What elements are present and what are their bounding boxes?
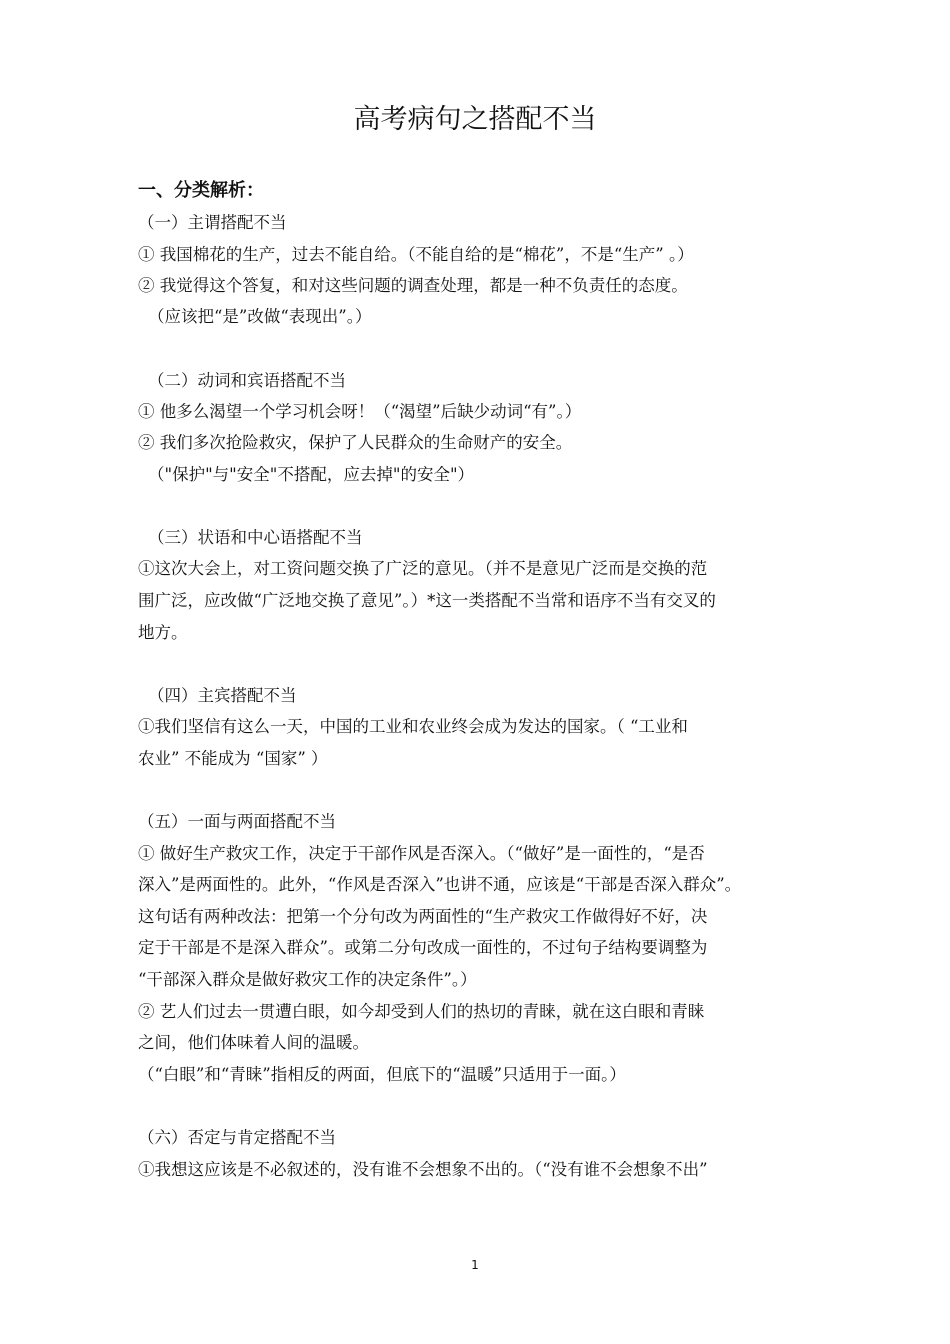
example-line: ② 我们多次抢险救灾，保护了人民群众的生命财产的安全。 bbox=[138, 433, 573, 452]
explanation-line: （应该把“是”改做“表现出”。） bbox=[148, 307, 372, 326]
example-line: 之间，他们体味着人间的温暖。 bbox=[138, 1033, 369, 1052]
example-line: ①这次大会上，对工资问题交换了广泛的意见。（并不是意见广泛而是交换的范 bbox=[138, 559, 708, 578]
explanation-line: （"保护"与"安全"不搭配，应去掉"的安全"） bbox=[148, 465, 475, 484]
example-line: ①我想这应该是不必叙述的，没有谁不会想象不出的。（“没有谁不会想象不出” bbox=[138, 1160, 708, 1179]
subsection-title-5: （五）一面与两面搭配不当 bbox=[138, 812, 336, 831]
subsection-title-3: （三）状语和中心语搭配不当 bbox=[148, 528, 363, 547]
example-line: 围广泛，应改做“广泛地交换了意见”。）*这一类搭配不当常和语序不当有交叉的 bbox=[138, 591, 716, 610]
example-line: ① 我国棉花的生产，过去不能自给。（不能自给的是“棉花”，不是“生产” 。） bbox=[138, 245, 694, 264]
subsection-title-6: （六）否定与肯定搭配不当 bbox=[138, 1128, 336, 1147]
subsection-title-2: （二）动词和宾语搭配不当 bbox=[148, 371, 346, 390]
explanation-line: （“白眼”和“青睐”指相反的两面，但底下的“温暖”只适用于一面。） bbox=[138, 1065, 626, 1084]
example-line: ② 艺人们过去一贯遭白眼，如今却受到人们的热切的青睐，就在这白眼和青睐 bbox=[138, 1002, 705, 1021]
page-title: 高考病句之搭配不当 bbox=[353, 104, 597, 135]
example-line: 深入”是两面性的。此外，“作风是否深入”也讲不通，应该是“干部是否深入群众”。 bbox=[138, 875, 742, 894]
example-line: 地方。 bbox=[138, 623, 188, 642]
subsection-title-4: （四）主宾搭配不当 bbox=[148, 686, 297, 705]
example-line: ①我们坚信有这么一天，中国的工业和农业终会成为发达的国家。（ “工业和 bbox=[138, 717, 688, 736]
example-line: 农业” 不能成为 “国家” ） bbox=[138, 749, 328, 768]
example-line: “干部深入群众是做好救灾工作的决定条件”。） bbox=[138, 970, 477, 989]
example-line: ① 做好生产救灾工作，决定于干部作风是否深入。（“做好”是一面性的，“是否 bbox=[138, 844, 705, 863]
example-line: 定于干部是不是深入群众”。或第二分句改成一面性的，不过句子结构要调整为 bbox=[138, 938, 708, 957]
example-line: ② 我觉得这个答复，和对这些问题的调查处理，都是一种不负责任的态度。 bbox=[138, 276, 688, 295]
section-heading: 一、分类解析： bbox=[138, 180, 264, 201]
example-line: ① 他多么渴望一个学习机会呀！（“渴望”后缺少动词“有”。） bbox=[138, 402, 582, 421]
subsection-title-1: （一）主谓搭配不当 bbox=[138, 213, 287, 232]
page-number: 1 bbox=[471, 1258, 479, 1272]
example-line: 这句话有两种改法：把第一个分句改为两面性的“生产救灾工作做得好不好，决 bbox=[138, 907, 708, 926]
